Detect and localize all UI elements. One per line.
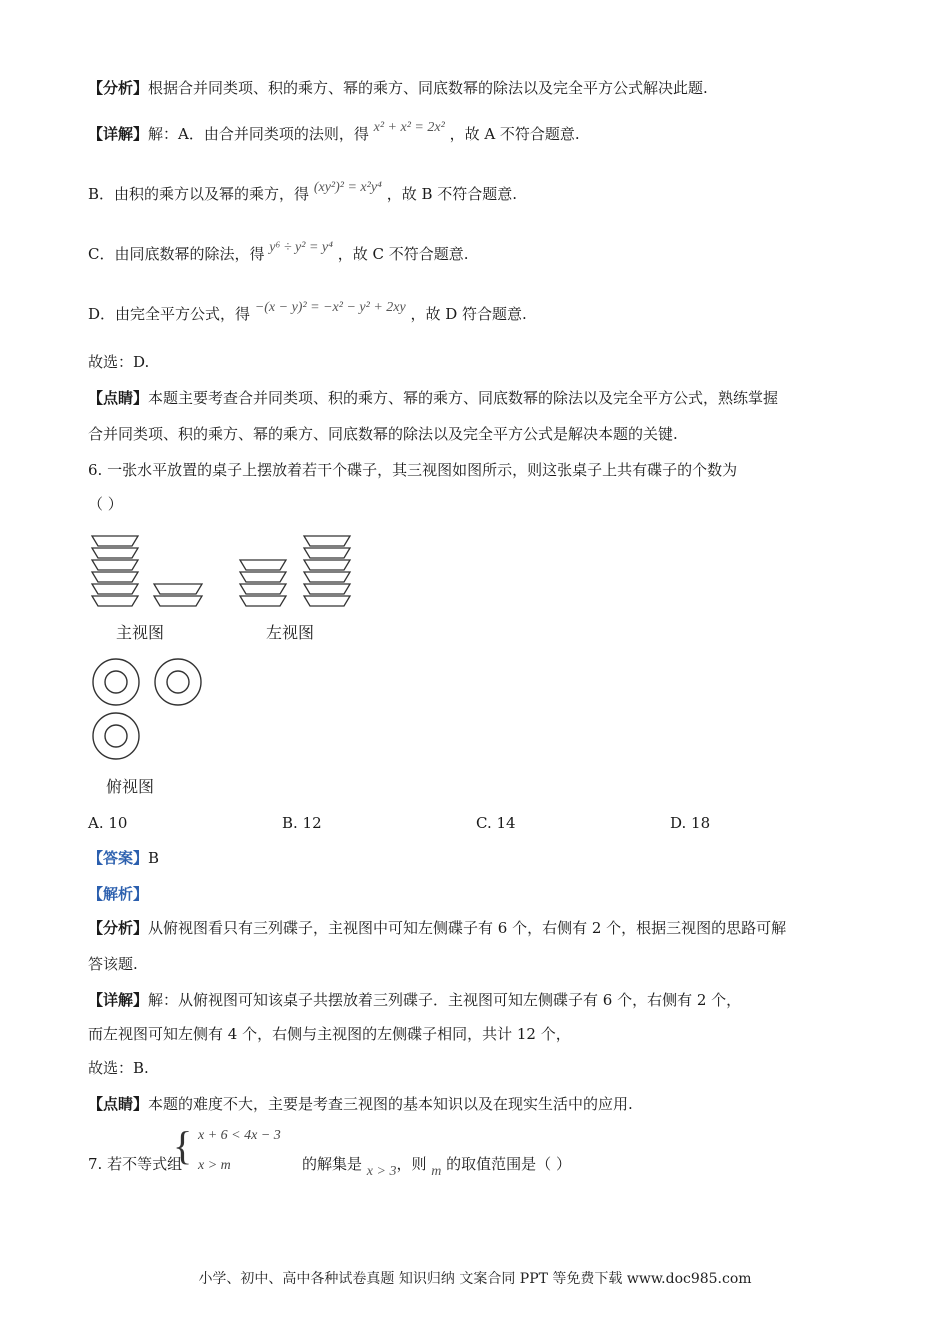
comment-line-1a xyxy=(88,388,778,408)
q6-detail-b: 而左视图可知左侧有 4 个，右侧与主视图的左侧碟子相同，共计 12 个， xyxy=(88,1025,571,1043)
answer-tag: 【答案】 xyxy=(88,849,149,867)
analysis-tag: 【分析】 xyxy=(88,79,149,97)
detail-c-text: C．由同底数幂的除法，得 xyxy=(88,245,265,263)
q6-analysis-a-text: 从俯视图看只有三列碟子，主视图中可知左侧碟子有 6 个，右侧有 2 个，根据三视图的思路可解 xyxy=(148,919,787,937)
option-a: A. 10 xyxy=(88,814,128,832)
front-view-left-stack xyxy=(92,536,138,606)
option-d: D. 18 xyxy=(670,814,711,832)
q7-rest xyxy=(302,1154,571,1179)
q6-comment-tag: 【点睛】 xyxy=(88,1095,149,1113)
detail-b-post: ，故 B 不符合题意. xyxy=(386,185,518,203)
three-views-figure xyxy=(88,532,368,802)
formula-a: x² + x² = 2x² xyxy=(373,120,445,135)
answer-line xyxy=(88,848,159,868)
comment-1a-text: 本题主要考查合并同类项、积的乘方、幂的乘方、同底数幂的除法以及完全平方公式，熟练掌握 xyxy=(148,389,779,407)
q6-detail-a xyxy=(88,990,741,1010)
formula-b: (xy²)² = x²y⁴ xyxy=(313,180,382,195)
left-view-left-stack xyxy=(240,560,286,606)
q7-pre: 7. 若不等式组 xyxy=(88,1155,183,1173)
q6-paren: （ ） xyxy=(88,495,123,513)
q6-comment-text: 本题的难度不大，主要是考查三视图的基本知识以及在现实生活中的应用. xyxy=(148,1095,633,1113)
option-c: C. 14 xyxy=(476,814,516,832)
q7-brace: { xyxy=(173,1123,193,1168)
detail-line-d xyxy=(88,300,527,326)
analysis-line xyxy=(88,78,708,98)
option-b: B. 12 xyxy=(282,814,322,832)
detail-a-post: ，故 A 不符合题意. xyxy=(449,125,580,143)
detail-d-text: D．由完全平方公式，得 xyxy=(88,305,251,323)
formula-d: −(x − y)² = −x² − y² + 2xy xyxy=(254,300,406,315)
front-view-caption: 主视图 xyxy=(116,623,165,642)
top-view-circles xyxy=(93,659,201,759)
q7-solution: x > 3 xyxy=(366,1164,397,1179)
explain-line xyxy=(88,884,148,904)
q7-var: m xyxy=(431,1164,442,1179)
choose-line-1: 故选：D. xyxy=(88,353,150,371)
detail-a-text: 解：A．由合并同类项的法则，得 xyxy=(148,125,369,143)
q6-detail-tag: 【详解】 xyxy=(88,991,149,1009)
q7-eq1: x + 6 < 4x − 3 xyxy=(198,1128,281,1143)
detail-tag: 【详解】 xyxy=(88,125,149,143)
left-view-right-stack xyxy=(304,536,350,606)
answer-value: B xyxy=(148,849,160,867)
page-footer: 小学、初中、高中各种试卷真题 知识归纳 文案合同 PPT 等免费下载 www.doc985.com xyxy=(198,1271,752,1287)
front-view-right-stack xyxy=(154,584,202,606)
q6-stem: 6. 一张水平放置的桌子上摆放着若干个碟子，其三视图如图所示，则这张桌子上共有碟子的个数为 xyxy=(88,461,738,479)
q7-mid: 的解集是 xyxy=(302,1155,363,1173)
top-view-caption: 俯视图 xyxy=(106,777,155,796)
q6-choose: 故选：B. xyxy=(88,1059,149,1077)
q7-post1: ，则 xyxy=(396,1155,427,1173)
q6-analysis-b: 答该题. xyxy=(88,955,138,973)
q6-analysis-tag: 【分析】 xyxy=(88,919,149,937)
q6-detail-a-text: 解：从俯视图可知该桌子共摆放着三列碟子．主视图可知左侧碟子有 6 个，右侧有 2 个， xyxy=(148,991,742,1009)
detail-d-post: ，故 D 符合题意. xyxy=(410,305,527,323)
explain-tag: 【解析】 xyxy=(88,885,149,903)
q7-eq2: x > m xyxy=(198,1158,231,1173)
detail-line-b xyxy=(88,180,518,206)
q6-comment xyxy=(88,1094,633,1114)
left-view-caption: 左视图 xyxy=(266,623,315,642)
q7-post2: 的取值范围是（ ） xyxy=(446,1155,571,1173)
detail-line-c xyxy=(88,240,469,266)
comment-tag: 【点睛】 xyxy=(88,389,149,407)
formula-c: y⁶ ÷ y² = y⁴ xyxy=(269,240,333,255)
comment-line-1b: 合并同类项、积的乘方、幂的乘方、同底数幂的除法以及完全平方公式是解决本题的关键. xyxy=(88,425,678,443)
detail-b-text: B．由积的乘方以及幂的乘方，得 xyxy=(88,185,310,203)
detail-line-a xyxy=(88,120,580,146)
detail-c-post: ，故 C 不符合题意. xyxy=(337,245,469,263)
analysis-text: 根据合并同类项、积的乘方、幂的乘方、同底数幂的除法以及完全平方公式解决此题. xyxy=(148,79,708,97)
q6-analysis-a xyxy=(88,918,786,938)
